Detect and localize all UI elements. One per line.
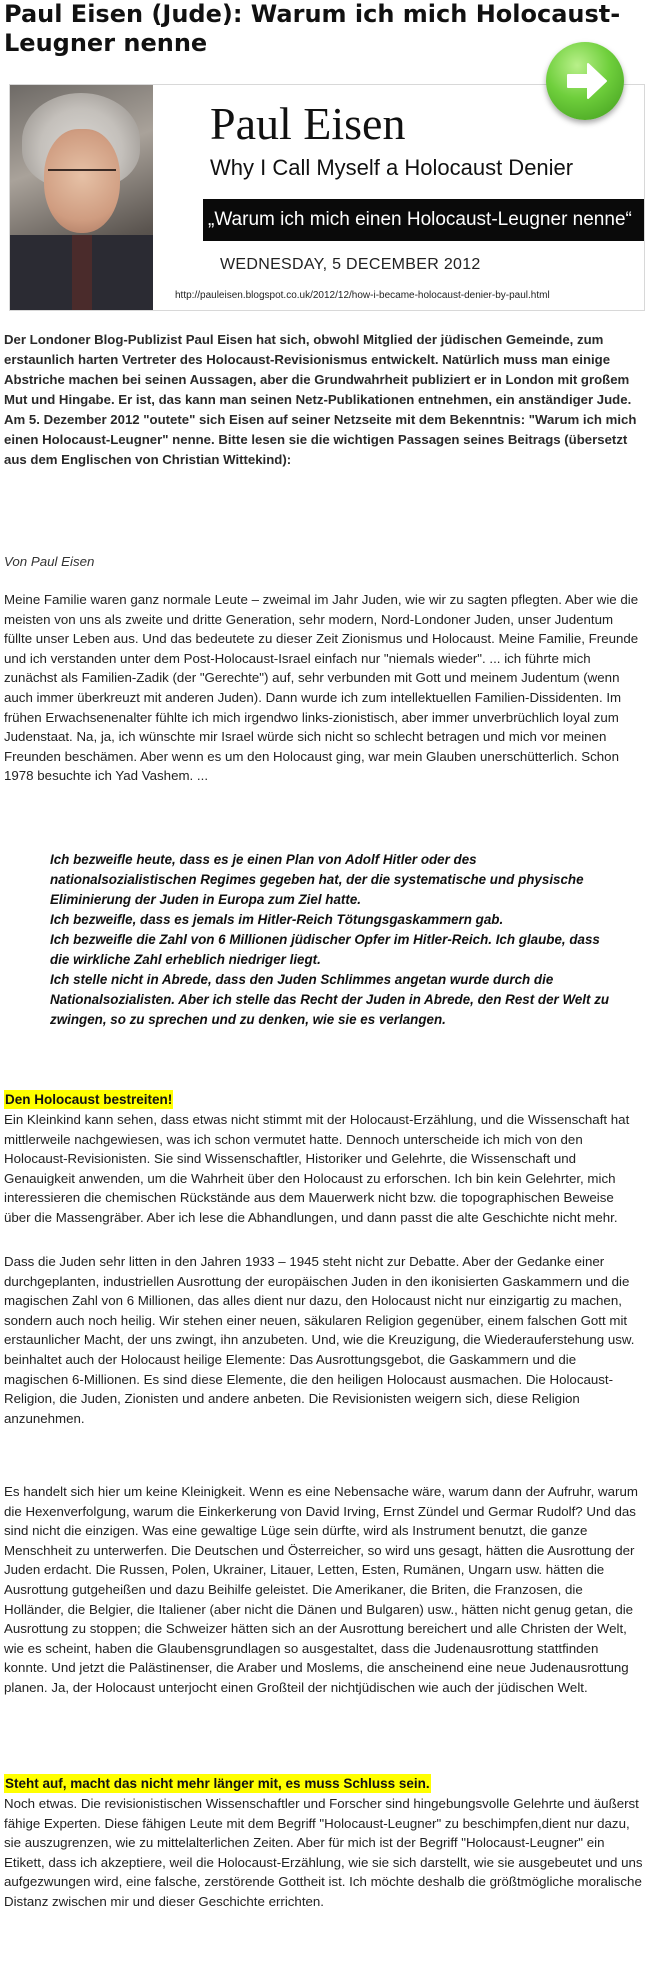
body-paragraph: Dass die Juden sehr litten in den Jahren 1933 – 1945 steht nicht zur Debatte. Aber der Gedanke einer durchgeplanten, industriellen Ausrottung der europäischen Juden in den ikonisierten Gaskammern und die magischen Zahl von 6 Millionen, das alles dient nur dazu, den Holocaust nicht nur einzigartig zu machen, sondern auch noch heilig. Wir stehen einer neuen, säkularen Religion gegenüber, einem falschen Gott mit erstaunlicher Macht, der uns zwingt, ihn anzubeten. Und, wie die Kreuzigung, die Wiederauferstehung usw. beinhaltet auch der Holocaust heilige Elemente: Das Ausrottungsgebot, die Gaskammern und die magischen 6-Millionen. Es sind diese Elemente, die den heiligen Holocaust ausmachen. Die Holocaust-Religion, die Juden, Zionisten und andere anbeten. Die Revisionisten weigern sich, diese Religion anzunehmen. <box>4 1254 635 1426</box>
banner-quote: „Warum ich mich einen Holocaust-Leugner nenne“ <box>208 209 632 230</box>
byline: Von Paul Eisen <box>4 554 95 569</box>
arrow-right-icon <box>546 42 624 120</box>
section-heading: Den Holocaust bestreiten! <box>5 1092 173 1107</box>
banner-author-name: Paul Eisen <box>210 98 406 149</box>
body-paragraph: Ein Kleinkind kann sehen, dass etwas nicht stimmt mit der Holocaust-Erzählung, und die Wissenschaft hat mittlerweile nachgewiesen, was ich schon vermutet hatte. Dennoch unterscheide ich mich von den Holocaust-Revisionisten. Sie sind Wissenschaftler, Historiker und Gelehrte, die Wissenschaft und Genauigkeit anwenden, um die Wahrheit über den Holocaust zu erforschen. Ich bin kein Gelehrter, mich interessieren die chemischen Rückstände aus dem Mauerwerk nicht bzw. die topographischen Beweise über die Massengräber. Aber ich lese die Abhandlungen, und dann passt die alte Geschichte nicht mehr. <box>4 1112 630 1225</box>
quote-block <box>50 850 610 1030</box>
banner-subtitle: Why I Call Myself a Holocaust Denier <box>210 155 574 180</box>
quote-line: Ich bezweifle heute, dass es je einen Plan von Adolf Hitler oder des nationalsozialistischen Regimes gegeben hat, der die systematische und physische Eliminierung der Juden in Europa zum Ziel hatte. <box>50 852 584 907</box>
quote-line: Ich bezweifle die Zahl von 6 Millionen jüdischer Opfer im Hitler-Reich. Ich glaube, dass die wirkliche Zahl erheblich niedriger liegt. <box>50 932 600 967</box>
body-paragraph: Es handelt sich hier um keine Kleinigkeit. Wenn es eine Nebensache wäre, warum dann der Aufruhr, warum die Hexenverfolgung, warum die Einkerkerung von David Irving, Ernst Zündel und Germar Rudolf? Und das sind nicht die einzigen. Was eine gewaltige Lüge sein dürfte, wird als Instrument benutzt, die ganze Menschheit zu unterwerfen. Die Deutschen und Österreicher, so wird uns gesagt, hätten die Ausrottung der Juden erdacht. Die Russen, Polen, Ukrainer, Litauer, Letten, Esten, Rumänen, Ungarn usw. hätten die Ausrottung gutgeheißen und dazu Beihilfe geleistet. Die Amerikaner, die Briten, die Franzosen, die Holländer, die Belgier, die Italiener (aber nicht die Dänen und Bulgaren) usw., hätten nicht genug getan, die Ausrottung zu stoppen; die Schweizer hätten sich an der Ausrottung bereichert und alle Christen der Welt, wie es scheint, haben die Glaubensgrundlagen so ausgestaltet, dass die Judenausrottung stattfinden konnte. Und jetzt die Palästinenser, die Araber und Moslems, die anscheinend eine neue Judenausrottung planen. Ja, der Holocaust unterjocht einen Großteil der nichtjüdischen wie auch der jüdischen Welt. <box>4 1484 638 1695</box>
body-paragraph: Noch etwas. Die revisionistischen Wissenschaftler und Forscher sind hingebungsvolle Gelehrte und äußerst fähige Experten. Diese fähigen Leute mit dem Begriff "Holocaust-Leugner" zu beschimpfen,dient nur dazu, sie auszugrenzen, wie zu mittelalterlichen Zeiten. Aber für mich ist der Begriff "Holocaust-Leugner" ein Etikett, dass ich akzeptiere, weil die Holocaust-Erzählung, wie sie sich darstellt, wie sie ausgebeutet und uns aufgezwungen wird, eine falsche, zerstörende Gottheit ist. Ich möchte deshalb die größtmögliche moralische Distanz zwischen mir und dieser Geschichte errichten. <box>4 1796 643 1909</box>
banner-date: WEDNESDAY, 5 DECEMBER 2012 <box>220 256 481 273</box>
intro-paragraph: Der Londoner Blog-Publizist Paul Eisen hat sich, obwohl Mitglied der jüdischen Gemeinde, zum erstaunlich harten Vertreter des Holocaust-Revisionismus entwickelt. Natürlich muss man einige Abstriche machen bei seinen Aussagen, aber die Grundwahrheit publiziert er in London mit großem Mut und Hingabe. Er ist, das kann man seinen Netz-Publikationen entnehmen, ein anständiger Jude. Am 5. Dezember 2012 "outete" sich Eisen auf seiner Netzseite mit dem Bekenntnis: "Warum ich mich einen Holocaust-Leugner" nenne. Bitte lesen sie die wichtigen Passagen seines Beitrags (übersetzt aus dem Englischen von Christian Wittekind): <box>4 332 637 467</box>
section-heading: Steht auf, macht das nicht mehr länger mit, es muss Schluss sein. <box>5 1776 430 1791</box>
page-title: Paul Eisen (Jude): Warum ich mich Holocaust-Leugner nenne <box>4 0 621 57</box>
next-article-button[interactable] <box>546 42 624 120</box>
body-paragraph: Meine Familie waren ganz normale Leute – zweimal im Jahr Juden, wie wir zu sagten pflegten. Aber wie die meisten von uns als zweite und dritte Generation, sehr modern, Nord-Londoner Juden, unser Judentum füllte unser Leben aus. Und das bedeutete zu dieser Zeit Zionismus und Holocaust. Meine Familie, Freunde und ich verstanden unter dem Post-Holocaust-Israel einfach nur "niemals wieder". ... ich führte mich zunächst als Familien-Zadik (der "Gerechte") auf, sehr verbunden mit Gott und meinem Judentum (wenn auch immer überkreuzt mit anderen Juden). Dann wurde ich zum intellektuellen Familien-Dissidenten. Im frühen Erwachsenenalter fühlte ich mich irgendwo links-zionistisch, aber immer unverbrüchlich loyal zum Judenstaat. Na, ja, ich wünschte mir Israel würde sich nicht so schlecht betragen und mich vor meinen Freunden beschämen. Aber wenn es um den Holocaust ging, war mein Glauben unerschütterlich. Schon 1978 besuchte ich Yad Vashem. ... <box>4 592 639 784</box>
quote-line: Ich bezweifle, dass es jemals im Hitler-Reich Tötungsgaskammern gab. <box>50 912 504 927</box>
banner-url: http://pauleisen.blogspot.co.uk/2012/12/how-i-became-holocaust-denier-by-paul.html <box>175 290 550 301</box>
quote-line: Ich stelle nicht in Abrede, dass den Juden Schlimmes angetan wurde durch die Nationalsozialisten. Aber ich stelle das Recht der Juden in Abrede, den Rest der Welt zu zwingen, so zu sprechen und zu denken, wie sie es verlangen. <box>50 972 610 1027</box>
author-photo <box>10 85 153 310</box>
